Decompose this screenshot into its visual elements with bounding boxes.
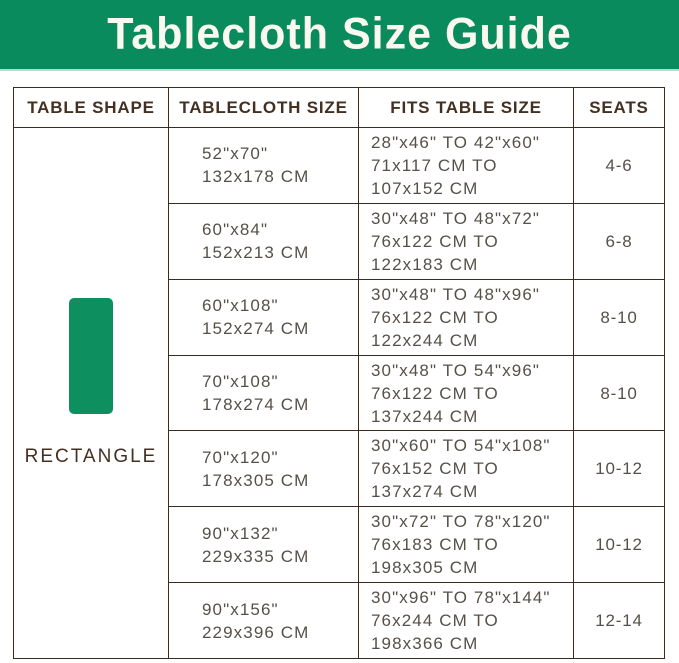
seats-cell: 10-12 xyxy=(595,459,643,479)
size-inches: 90"x156" xyxy=(202,599,279,619)
table-row xyxy=(169,583,664,658)
table-body xyxy=(14,128,664,658)
tablecloth-size-cell xyxy=(169,583,359,658)
size-inches: 90"x132" xyxy=(202,523,279,543)
size-inches: 70"x108" xyxy=(202,372,279,391)
header-seats: SEATS xyxy=(589,97,649,117)
fits-cm: 76x244 CM TO 198x366 CM xyxy=(371,611,499,654)
table-row xyxy=(169,431,664,507)
header-tablecloth-size: TABLECLOTH SIZE xyxy=(169,88,359,127)
tablecloth-size-cell xyxy=(169,128,359,203)
fits-cm: 76x122 CM TO 122x244 CM xyxy=(371,307,499,350)
fits-inches: 28"x46" TO 42"x60" xyxy=(371,132,541,152)
size-cm: 229x396 CM xyxy=(202,622,310,642)
tablecloth-size-cell xyxy=(169,280,359,355)
table-row xyxy=(169,280,664,356)
fits-inches: 30"x48" TO 48"x72" xyxy=(371,208,541,228)
fits-table-size-cell xyxy=(359,583,574,658)
size-cm: 132x178 CM xyxy=(202,167,310,187)
header-table-shape: TABLE SHAPE xyxy=(14,88,169,127)
table-rows xyxy=(169,128,664,658)
fits-inches: 30"x96" TO 78"x144" xyxy=(371,588,551,608)
size-cm: 152x213 CM xyxy=(202,243,310,263)
rectangle-icon xyxy=(69,298,113,414)
tablecloth-size-cell xyxy=(169,431,359,506)
size-cm: 178x274 CM xyxy=(202,395,310,414)
size-inches: 60"x108" xyxy=(202,296,279,316)
size-inches: 70"x120" xyxy=(202,447,279,467)
fits-inches: 30"x72" TO 78"x120" xyxy=(371,512,551,532)
size-cm: 178x305 CM xyxy=(202,470,310,490)
seats-cell: 8-10 xyxy=(600,383,638,403)
fits-inches: 30"x48" TO 54"x96" xyxy=(371,360,541,380)
seats-cell: 4-6 xyxy=(605,155,633,175)
shape-label: RECTANGLE xyxy=(24,446,158,467)
table-row xyxy=(169,128,664,204)
size-cm: 229x335 CM xyxy=(202,546,310,566)
seats-cell: 8-10 xyxy=(600,307,638,327)
fits-table-size-cell xyxy=(359,204,574,279)
size-guide-table xyxy=(13,87,665,659)
size-cm: 152x274 CM xyxy=(202,319,310,339)
fits-table-size-cell xyxy=(359,356,574,431)
title-banner xyxy=(0,0,679,71)
fits-table-size-cell xyxy=(359,507,574,582)
fits-table-size-cell xyxy=(359,280,574,355)
fits-table-size-cell xyxy=(359,431,574,506)
seats-cell: 6-8 xyxy=(605,231,633,251)
fits-cm: 76x183 CM TO 198x305 CM xyxy=(371,535,499,578)
seats-cell: 12-14 xyxy=(595,611,643,631)
size-inches: 60"x84" xyxy=(202,220,269,240)
fits-cm: 71x117 CM TO 107x152 CM xyxy=(371,155,498,198)
tablecloth-size-cell xyxy=(169,356,359,431)
fits-cm: 76x152 CM TO 137x274 CM xyxy=(371,459,499,502)
table-header-row xyxy=(14,88,664,128)
size-inches: 52"x70" xyxy=(202,144,269,164)
fits-inches: 30"x48" TO 48"x96" xyxy=(371,284,541,304)
page-title: Tablecloth Size Guide xyxy=(107,9,572,59)
seats-cell: 10-12 xyxy=(595,535,643,555)
fits-table-size-cell xyxy=(359,128,574,203)
table-shape-cell xyxy=(14,128,169,658)
table-row xyxy=(169,356,664,432)
fits-inches: 30"x60" TO 54"x108" xyxy=(371,436,551,456)
tablecloth-size-cell xyxy=(169,204,359,279)
table-row xyxy=(169,204,664,280)
tablecloth-size-cell xyxy=(169,507,359,582)
fits-cm: 76x122 CM TO 137x244 CM xyxy=(371,383,499,426)
header-fits-table-size: FITS TABLE SIZE xyxy=(359,88,574,127)
fits-cm: 76x122 CM TO 122x183 CM xyxy=(371,231,499,274)
table-row xyxy=(169,507,664,583)
